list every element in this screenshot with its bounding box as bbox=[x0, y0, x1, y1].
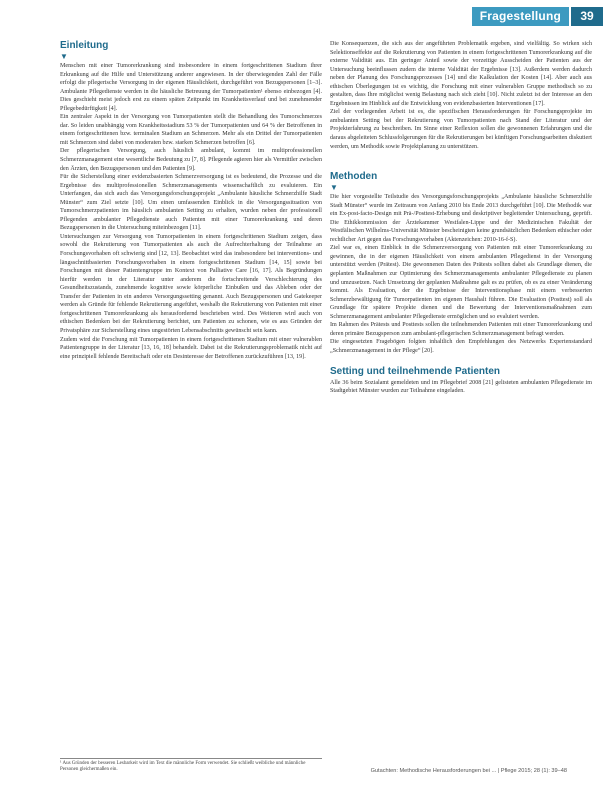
triangle-marker-icon: ▼ bbox=[330, 183, 338, 193]
paragraph: Ein zentraler Aspekt in der Versorgung von Tumorpatienten stellt die Behandlung des Tumorschmerzes dar. So leiden unabhängig vom Krankheitsstadium 53 % der Tumorpatienten und 64 % der Betroffenen in einem fortgeschrittenen bzw. terminalen Stadium an Schmerzen. Mehr als ein Drittel der Tumorpatienten mit Schmerzen sind dabei von moderaten bzw. starken Schmerzen betroffen [6]. bbox=[60, 114, 322, 146]
page-footer: Gutachten: Methodische Herausforderungen bei ... | Pflege 2015; 28 (1): 39–48 bbox=[370, 768, 567, 774]
paragraph: Die eingesetzten Fragebögen folgten inhaltlich den Empfehlungen des Netzwerks Expertenstandard „Schmerzmanagement in der Pflege“ [20]. bbox=[330, 339, 592, 354]
paragraph: Untersuchungen zur Versorgung von Tumorpatienten in einem fortgeschrittenen Stadium zeigen, dass sowohl die Rekrutierung von Tumorpatienten als auch die Aufrechterhaltung der Teilnahme an Forschungsvorhaben oft schwierig sind [12, 13]. Beobachtet wird das insbesondere bei interventions- und längsschnittbasierten Forschungsvorhaben in einem fortgeschrittenen Stadium [14, 15] sowie bei Forschungen mit dieser Patientengruppe im Kontext von Palliative Care [16, 17]. Als Begründungen hierfür werden in der Literatur unter anderem die fortschreitende Verschlechterung des Gesundheitszustands, zunehmende kognitive sowie körperliche Einbußen und das Ableben oder der Transfer der Patienten in ein anderes Versorgungssetting genannt. Auch Bezugspersonen und Gatekeeper werden als Gründe für fehlende Rekrutierung angeführt, weshalb die Rekrutierung von Patienten mit einer fortgeschrittenen Tumorerkrankung als herausfordernd beschrieben wird. Des Weiteren wird auch von ethischen Bedenken bei der Rekrutierung berichtet, um Patienten zu schonen, wie es aus Gründen der Privatsphäre zur Sicherstellung eines ungestörten Lebensabschnitts gewünscht sein kann. bbox=[60, 233, 322, 334]
heading-einleitung: Einleitung bbox=[60, 40, 109, 51]
paragraph: Ziel war es, einen Einblick in die Schmerzversorgung von Patienten mit einer Tumorerkrankung zu gewinnen, die in der eigenen Häuslichkeit von einem ambulanten Pflegedienst in der Versorgung unterstützt werden (Prätest). Die gewonnenen Daten des Prätests sollten dabei als Grundlage dienen, die geplanten Maßnahmen zur Optimierung des Schmerzmanagements ambulanter Pflegedienste zu planen und umzusetzen. Nach Umsetzung der geplanten Maßnahme galt es zu prüfen, ob es zu einer Veränderung kommt. Als Evaluation, der die Ergebnisse der Interventionsphase mit einem verbesserten Schmerzbewältigung für Tumorpatienten im eigenen Haushalt führen. Die Evaluation (Posttest) soll als Grundlage für spätere Projekte dienen und die Bewertung der Interventionsmaßnahmen zum Schmerzmanagement ambulanter Pflegedienste ermöglichen und so evaluiert werden. bbox=[330, 245, 592, 320]
footnote: ¹ Aus Gründen der besseren Lesbarkeit wird im Text die männliche Form verwendet. Sie schließt weibliche und männliche Personen gleichermaßen ein. bbox=[60, 758, 322, 774]
paragraph: Ziel der vorliegenden Arbeit ist es, die spezifischen Herausforderungen für Forschungsprojekte im ambulanten Setting bei der Rekrutierung von Tumorpatienten nach Stand der Literatur und der Projekterfahrung zu beschreiben. Im Sinne einer Reflexion sollen die gewonnenen Erfahrungen und die daraus abgeleiteten Schlussfolgerungen für die Rekrutierungen bei künftigen Forschungsarbeiten diskutiert werden, um Methodik sowie Projektplanung zu unterstützen. bbox=[330, 109, 592, 150]
heading-methoden: Methoden bbox=[330, 171, 378, 183]
paragraph: Für die Sicherstellung einer evidenzbasierten Schmerzversorgung ist es bedeutend, die Prozesse und die Ergebnisse des multiprofessionellen Schmerzmanagements wissenschaftlich zu evaluieren. Ein Unterfangen, das sich auch das Versorgungsforschungsprojekt „Ambulante häusliche Schmerzhilfe Stadt Münster“ zum Ziel setzte [10]. Um einen umfassenden Einblick in die Versorgungssituation von Tumorschmerzpatienten im häuslich ambulanten Setting zu erhalten, wurden neben der professionell Pflegenden ambulanter Pflegedienste auch Patienten mit einer Tumorerkrankung und deren Bezugspersonen in die Untersuchung miteinbezogen [11]. bbox=[60, 174, 322, 232]
paragraph: Zudem wird die Forschung mit Tumorpatienten in einem fortgeschrittenen Stadium mit einer vulnerablen Patientengruppe in der Literatur [13, 16, 18] behandelt. Dabei ist die Rekrutierungsproblematik nicht auf eine prinzipiell fehlende Bereitschaft oder ein Desinteresse der Betroffenen zurückzuführen [13, 19]. bbox=[60, 336, 322, 360]
heading-setting: Setting und teilnehmende Patienten bbox=[330, 365, 501, 377]
right-column bbox=[330, 40, 592, 396]
left-column bbox=[60, 40, 322, 361]
section-tag: Fragestellung bbox=[472, 7, 569, 26]
paragraph: Die hier vorgestellte Teilstudie des Versorgungsforschungsprojekts „Ambulante häusliche Schmerzhilfe Stadt Münster“ wurde im Zeitraum von Anfang 2010 bis Ende 2013 durchgeführt [10]. Die Methodik war ein Ex-post-facto-Design mit Prä-/Posttest-Erhebung und deskriptiver begleitender Untersuchung, geprüft. Die Ethikkommission der Ärztekammer Westfalen-Lippe und der Medizinischen Fakultät der Westfälischen Wilhelms-Universität Münster bescheinigten keine grundsätzlichen Bedenken ethischer oder rechtlicher Art gegen das Forschungsvorhaben (Aktenzeichen: 2010-16-f-S). bbox=[330, 194, 592, 243]
paragraph: Menschen mit einer Tumorerkrankung sind insbesondere in einem fortgeschrittenen Stadium ihrer Erkrankung auf die Hilfe und Unterstützung anderer angewiesen. In der überwiegenden Zahl der Fälle erfolgt die pflegerische Versorgung in der eigenen Häuslichkeit, durchgeführt von Bezugspersonen [1–3]. Ambulante Pflegedienste werden in die häusliche Betreuung der Tumorpatienten¹ ebenso einbezogen [4]. Dies geschieht meist jedoch erst zu einem späten Zeitpunkt im Krankheitsverlauf und bei zunehmender Pflegebedürftigkeit [4]. bbox=[60, 63, 322, 112]
paragraph: Die Konsequenzen, die sich aus der angeführten Problematik ergeben, sind vielfältig. So wirken sich Selektionseffekte auf die Rekrutierung von Patienten in einem fortgeschrittenen Tumorerkrankung auf die externe Validität aus. Ein geringer Anteil sowie der vorzeitige Ausscheiden der Patienten aus der Untersuchung beeinflussen zudem die interne Validität der Ergebnisse [13]. Außerdem werden dadurch neben der Planung des Forschungsprozesses [14] und die Kalkulation der Kosten [14]. Aber auch aus ethischen Überlegungen ist es wichtig, die Forschung mit einer vulnerablen Gruppe methodisch so zu gestalten, dass Ihre möglichst wenig Belastung nach sich zieht [10]. Nicht zuletzt ist der Interesse an den Ergebnissen im Hinblick auf die Entwicklung von evidenzbasierten Interventionen [17]. bbox=[330, 41, 592, 107]
paragraph: Im Rahmen des Prätests und Posttests sollen die teilnehmenden Patienten mit einer Tumorerkrankung und deren primäre Bezugsperson zum ambulant-pflegerischen Schmerzmanagement befragt werden. bbox=[330, 322, 592, 337]
triangle-marker-icon: ▼ bbox=[60, 52, 68, 61]
paragraph: Der pflegerischen Versorgung, auch häuslich ambulant, kommt im multiprofessionellen Schmerzmanagement eine wesentliche Bedeutung zu [7, 8]. Pflegende agieren hier als Vermittler zwischen den Ärzten, den Bezugspersonen und den Patienten [9]. bbox=[60, 148, 322, 172]
page-header bbox=[0, 0, 603, 34]
paragraph: Alle 36 beim Sozialamt gemeldeten und im Pflegebrief 2008 [21] gelisteten ambulanten Pflegedienste im Stadtgebiet Münster wurden zur Teilnahme eingeladen. bbox=[330, 379, 592, 395]
page-number: 39 bbox=[571, 7, 603, 26]
